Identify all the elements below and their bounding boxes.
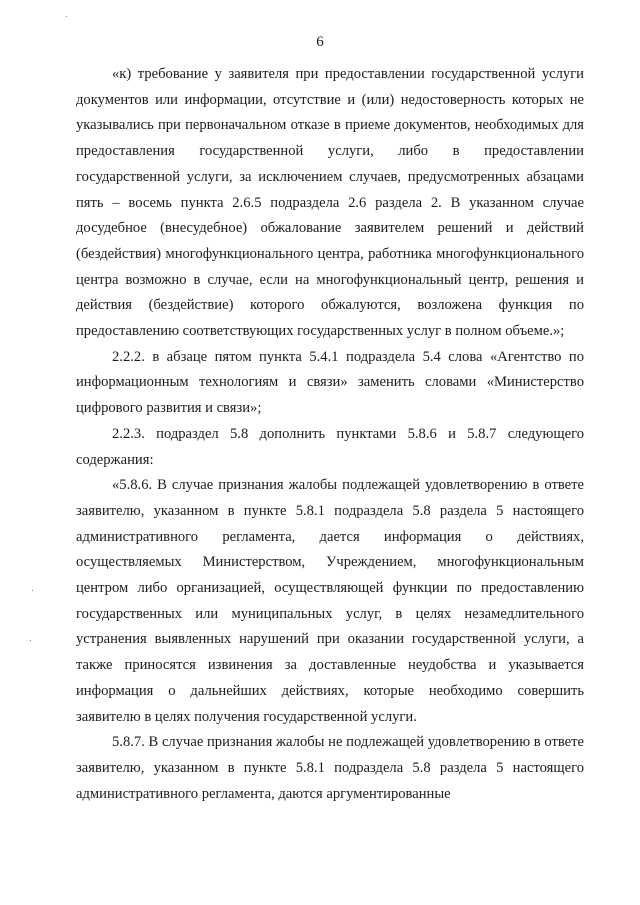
- scan-speck: [30, 640, 31, 641]
- scan-speck: [32, 590, 33, 591]
- paragraph-2-2-2: 2.2.2. в абзаце пятом пункта 5.4.1 подраздела 5.4 слова «Агентство по информационным технологиям и связи» заменить словами «Министерство цифрового развития и связи»;: [76, 348, 584, 417]
- paragraph-5-8-6: «5.8.6. В случае признания жалобы подлежащей удовлетворению в ответе заявителю, указанном в пункте 5.8.1 подраздела 5.8 раздела 5 настоящего административного регламента, дается информация о действиях, осуществляемых Министерством, Учреждением, многофункциональным центром либо организацией, осуществляющей функции по предоставлению государственных или муниципальных услуг, в целях незамедлительного устранения выявленных нарушений при оказании государственной услуги, а также приносятся извинения за доставленные неудобства и указывается информация о дальнейших действиях, которые необходимо совершить заявителю в целях получения государственной услуги.: [76, 477, 584, 725]
- paragraph-2-2-3: 2.2.3. подраздел 5.8 дополнить пунктами 5.8.6 и 5.8.7 следующего содержания:: [76, 425, 584, 468]
- page-number: 6: [316, 34, 324, 50]
- document-body: [76, 62, 584, 807]
- paragraph-item-k: «к) требование у заявителя при предоставлении государственной услуги документов или информации, отсутствие и (или) недостоверность которых не указывались при первоначальном отказе в приеме документов, необходимых для предоставления государственной услуги, либо в предоставлении государственной услуги, за исключением случаев, предусмотренных абзацами пять – восемь пункта 2.6.5 подраздела 2.6 раздела 2. В указанном случае досудебное (внесудебное) обжалование заявителем решений и действий (бездействия) многофункционального центра, работника многофункционального центра возможно в случае, если на многофункциональный центр, решения и действия (бездействие) которого обжалуются, возложена функция по предоставлению соответствующих государственных услуг в полном объеме.»;: [76, 66, 584, 340]
- paragraph-5-8-7: 5.8.7. В случае признания жалобы не подлежащей удовлетворению в ответе заявителю, указанном в пункте 5.8.1 подраздела 5.8 раздела 5 настоящего административного регламента, даются аргументированные: [76, 734, 584, 802]
- scan-speck: [66, 16, 67, 17]
